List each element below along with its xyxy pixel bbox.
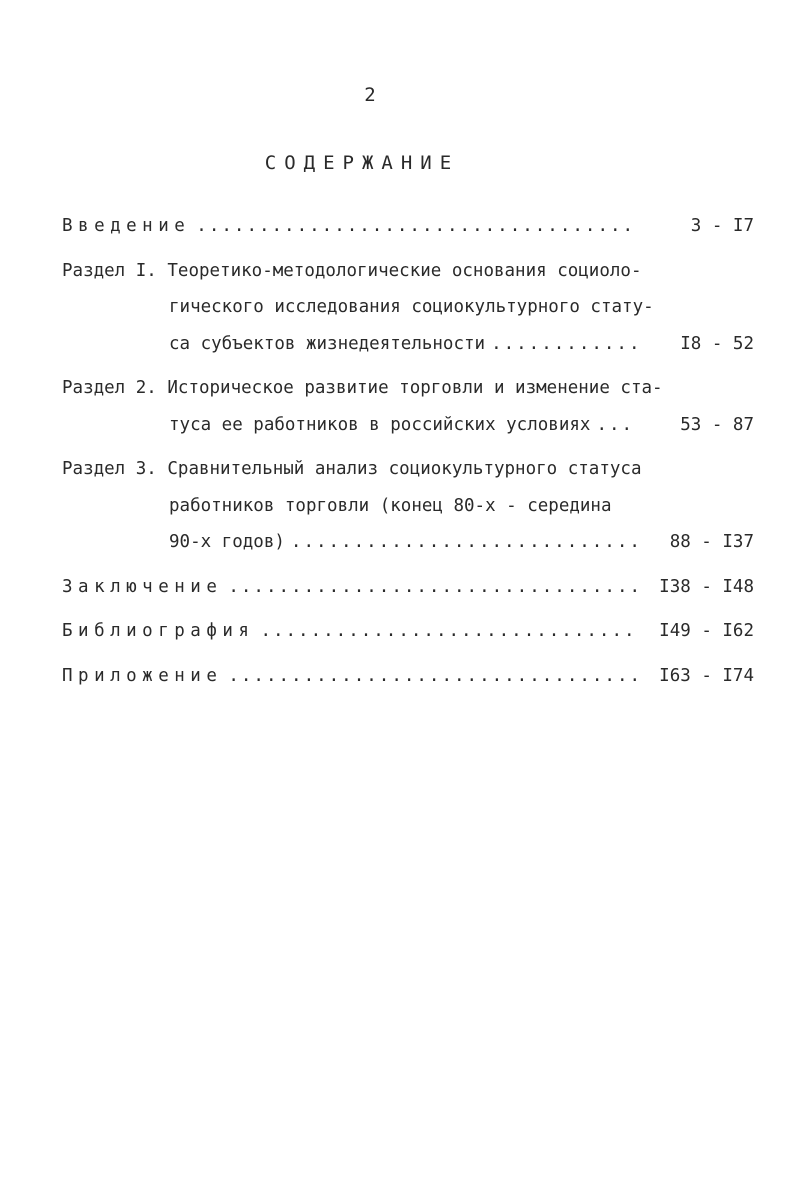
toc-entry-introduction xyxy=(62,208,754,245)
table-of-contents xyxy=(62,208,754,694)
page-number: 2 xyxy=(364,84,376,106)
toc-entry-label: Приложение xyxy=(62,665,223,686)
toc-entry-title-line: 90-х годов) xyxy=(169,532,285,552)
dot-leader xyxy=(260,613,636,650)
toc-title: СОДЕРЖАНИЕ xyxy=(264,152,460,174)
toc-entry-title-line: работников торговли (конец 80-х - середина xyxy=(169,495,612,516)
toc-entry-conclusion xyxy=(62,569,754,606)
toc-entry-title-line: гического исследования социокультурного стату- xyxy=(169,297,654,317)
toc-entry-pages: I49 - I62 xyxy=(659,621,754,641)
toc-entry-pages: 53 - 87 xyxy=(680,414,754,435)
toc-entry-section-1 xyxy=(62,253,754,363)
dot-leader xyxy=(228,569,636,606)
toc-entry-title-line: са субъектов жизнедеятельности xyxy=(169,333,486,354)
toc-entry-label: Раздел 2. xyxy=(62,378,157,398)
toc-entry-label: Введение xyxy=(62,216,191,236)
toc-entry-title-line: туса ее работников в российских условиях xyxy=(169,414,591,435)
toc-entry-label: Раздел 3. xyxy=(62,459,157,479)
toc-entry-pages: I8 - 52 xyxy=(680,333,754,354)
dot-leader xyxy=(228,658,636,695)
toc-entry-pages: 3 - I7 xyxy=(690,216,754,236)
toc-entry-title-line: Теоретико-методологические основания социоло- xyxy=(167,260,642,281)
toc-entry-label: Заключение xyxy=(62,576,223,597)
dot-leader xyxy=(596,407,636,444)
toc-entry-label: Библиография xyxy=(62,621,255,641)
dot-leader xyxy=(491,326,636,363)
toc-entry-section-2 xyxy=(62,370,754,443)
toc-entry-title-line: Историческое развитие торговли и изменение ста- xyxy=(167,378,663,398)
toc-entry-pages: I63 - I74 xyxy=(659,665,754,686)
toc-entry-bibliography xyxy=(62,613,754,650)
toc-entry-pages: 88 - I37 xyxy=(669,532,754,552)
toc-entry-label: Раздел I. xyxy=(62,260,157,281)
toc-entry-section-3 xyxy=(62,451,754,561)
toc-entry-pages: I38 - I48 xyxy=(659,576,754,597)
dot-leader xyxy=(196,208,636,245)
dot-leader xyxy=(291,524,636,561)
toc-entry-appendix xyxy=(62,658,754,695)
toc-entry-title-line: Сравнительный анализ социокультурного статуса xyxy=(167,459,642,479)
